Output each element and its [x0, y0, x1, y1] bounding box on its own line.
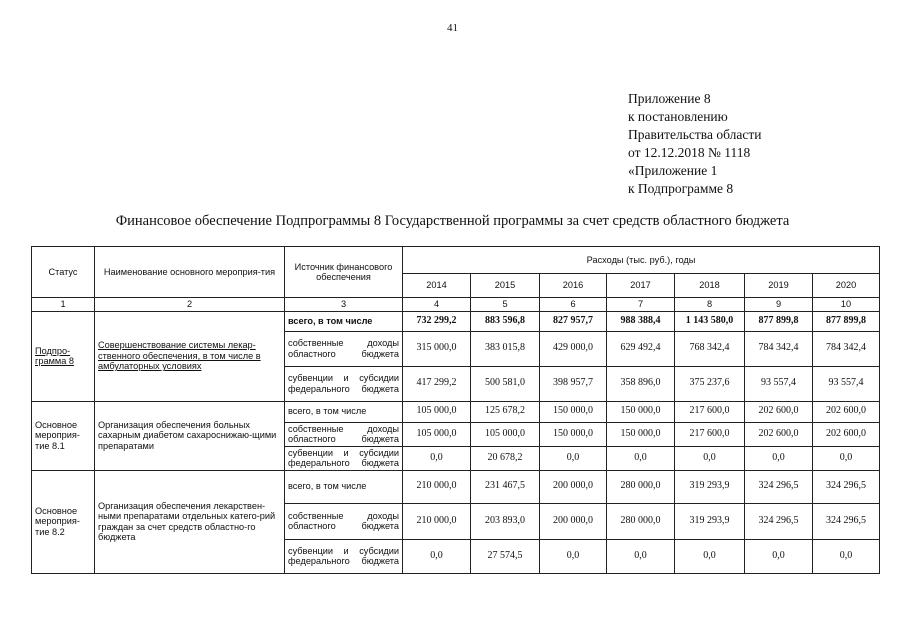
value-cell: 20 678,2 — [471, 446, 540, 470]
value-cell: 202 600,0 — [745, 401, 813, 422]
appendix-line: к постановлению — [628, 109, 728, 124]
value-cell: 150 000,0 — [607, 422, 675, 446]
value-cell: 105 000,0 — [403, 401, 471, 422]
column-number: 10 — [813, 298, 880, 312]
value-cell: 203 893,0 — [471, 503, 540, 539]
column-number: 3 — [285, 298, 403, 312]
financing-table — [31, 246, 880, 574]
source-cell: всего, в том числе — [285, 470, 403, 503]
value-cell: 0,0 — [813, 539, 880, 573]
value-cell: 210 000,0 — [403, 503, 471, 539]
value-cell: 202 600,0 — [745, 422, 813, 446]
value-cell: 150 000,0 — [540, 422, 607, 446]
header-year: 2014 — [403, 273, 471, 297]
column-number: 1 — [32, 298, 95, 312]
value-cell: 877 899,8 — [745, 311, 813, 331]
status-cell: Основное мероприя-тие 8.1 — [32, 401, 95, 470]
value-cell: 768 342,4 — [675, 331, 745, 366]
value-cell: 0,0 — [403, 446, 471, 470]
value-cell: 0,0 — [675, 539, 745, 573]
header-year: 2018 — [675, 273, 745, 297]
value-cell: 280 000,0 — [607, 470, 675, 503]
value-cell: 0,0 — [403, 539, 471, 573]
value-cell: 150 000,0 — [607, 401, 675, 422]
appendix-header — [628, 90, 761, 198]
value-cell: 375 237,6 — [675, 366, 745, 401]
source-cell: собственные доходы областного бюджета — [285, 422, 403, 446]
value-cell: 358 896,0 — [607, 366, 675, 401]
value-cell: 629 492,4 — [607, 331, 675, 366]
header-year: 2020 — [813, 273, 880, 297]
value-cell: 383 015,8 — [471, 331, 540, 366]
value-cell: 93 557,4 — [813, 366, 880, 401]
value-cell: 417 299,2 — [403, 366, 471, 401]
value-cell: 200 000,0 — [540, 470, 607, 503]
column-number: 4 — [403, 298, 471, 312]
header-expenses: Расходы (тыс. руб.), годы — [403, 247, 880, 274]
value-cell: 324 296,5 — [745, 470, 813, 503]
header-status: Статус — [32, 247, 95, 298]
source-cell: собственные доходы областного бюджета — [285, 331, 403, 366]
value-cell: 784 342,4 — [745, 331, 813, 366]
value-cell: 202 600,0 — [813, 401, 880, 422]
value-cell: 0,0 — [813, 446, 880, 470]
value-cell: 280 000,0 — [607, 503, 675, 539]
value-cell: 877 899,8 — [813, 311, 880, 331]
value-cell: 324 296,5 — [813, 503, 880, 539]
value-cell: 217 600,0 — [675, 422, 745, 446]
column-number-row — [32, 298, 880, 312]
value-cell: 27 574,5 — [471, 539, 540, 573]
appendix-line: от 12.12.2018 № 1118 — [628, 145, 751, 160]
value-cell: 988 388,4 — [607, 311, 675, 331]
value-cell: 0,0 — [607, 539, 675, 573]
status-cell: Подпро-грамма 8 — [32, 311, 95, 401]
column-number: 6 — [540, 298, 607, 312]
source-cell: всего, в том числе — [285, 311, 403, 331]
appendix-line: Правительства области — [628, 127, 762, 142]
value-cell: 319 293,9 — [675, 470, 745, 503]
value-cell: 0,0 — [607, 446, 675, 470]
value-cell: 200 000,0 — [540, 503, 607, 539]
measure-name-cell: Организация обеспечения лекарствен-ными препаратами отдельных катего-рий граждан за счет средств областно-го бюджета — [95, 470, 285, 573]
value-cell: 0,0 — [745, 539, 813, 573]
measure-name-cell: Совершенствование системы лекар-ственного обеспечения, в том числе в амбулаторных условиях — [95, 311, 285, 401]
page-number: 41 — [447, 22, 458, 34]
value-cell: 398 957,7 — [540, 366, 607, 401]
source-cell: субвенции и субсидии федерального бюджета — [285, 446, 403, 470]
column-number: 7 — [607, 298, 675, 312]
value-cell: 150 000,0 — [540, 401, 607, 422]
header-year: 2016 — [540, 273, 607, 297]
appendix-line: Приложение 8 — [628, 91, 711, 106]
appendix-line: «Приложение 1 — [628, 163, 718, 178]
table-row — [32, 401, 880, 422]
table-row — [32, 470, 880, 503]
header-year: 2015 — [471, 273, 540, 297]
header-year: 2019 — [745, 273, 813, 297]
header-year: 2017 — [607, 273, 675, 297]
column-number: 5 — [471, 298, 540, 312]
value-cell: 125 678,2 — [471, 401, 540, 422]
header-name: Наименование основного мероприя-тия — [95, 247, 285, 298]
value-cell: 732 299,2 — [403, 311, 471, 331]
value-cell: 0,0 — [745, 446, 813, 470]
value-cell: 202 600,0 — [813, 422, 880, 446]
value-cell: 231 467,5 — [471, 470, 540, 503]
status-cell: Основное мероприя-тие 8.2 — [32, 470, 95, 573]
value-cell: 1 143 580,0 — [675, 311, 745, 331]
value-cell: 827 957,7 — [540, 311, 607, 331]
value-cell: 105 000,0 — [471, 422, 540, 446]
value-cell: 315 000,0 — [403, 331, 471, 366]
value-cell: 324 296,5 — [745, 503, 813, 539]
value-cell: 429 000,0 — [540, 331, 607, 366]
value-cell: 324 296,5 — [813, 470, 880, 503]
source-cell: субвенции и субсидии федерального бюджета — [285, 539, 403, 573]
document-title: Финансовое обеспечение Подпрограммы 8 Государственной программы за счет средств областного бюджета — [115, 213, 790, 229]
appendix-line: к Подпрограмме 8 — [628, 181, 734, 196]
value-cell: 0,0 — [540, 539, 607, 573]
column-number: 8 — [675, 298, 745, 312]
value-cell: 105 000,0 — [403, 422, 471, 446]
value-cell: 93 557,4 — [745, 366, 813, 401]
source-cell: собственные доходы областного бюджета — [285, 503, 403, 539]
value-cell: 210 000,0 — [403, 470, 471, 503]
value-cell: 0,0 — [540, 446, 607, 470]
header-row — [32, 247, 880, 274]
value-cell: 500 581,0 — [471, 366, 540, 401]
value-cell: 883 596,8 — [471, 311, 540, 331]
source-cell: всего, в том числе — [285, 401, 403, 422]
value-cell: 784 342,4 — [813, 331, 880, 366]
column-number: 2 — [95, 298, 285, 312]
value-cell: 217 600,0 — [675, 401, 745, 422]
value-cell: 319 293,9 — [675, 503, 745, 539]
source-cell: субвенции и субсидии федерального бюджета — [285, 366, 403, 401]
table-row — [32, 311, 880, 331]
value-cell: 0,0 — [675, 446, 745, 470]
measure-name-cell: Организация обеспечения больных сахарным диабетом сахароснижаю-щими препаратами — [95, 401, 285, 470]
column-number: 9 — [745, 298, 813, 312]
header-source: Источник финансового обеспечения — [285, 247, 403, 298]
